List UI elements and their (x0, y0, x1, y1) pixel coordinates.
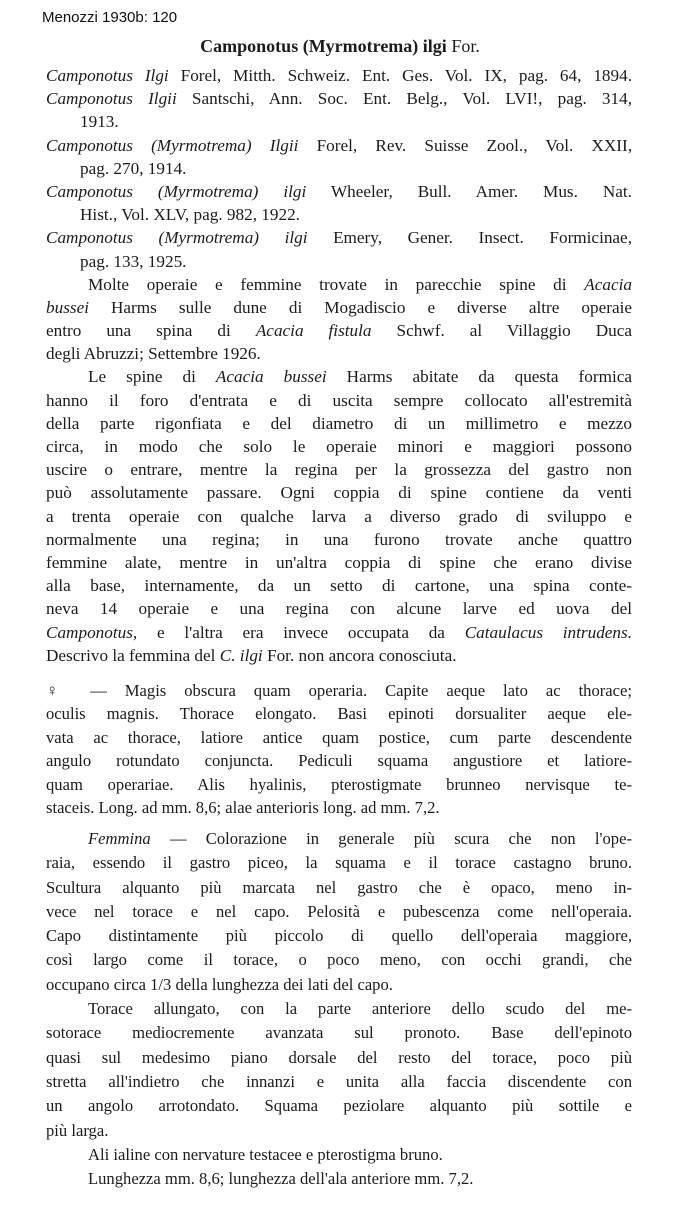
paragraph-line: Camponotus, e l'altra era invece occupata da Cataulacus intrudens. (46, 622, 633, 642)
description-line: stretta all'indietro che innanzi e unita alla faccia discendente con (46, 1071, 632, 1091)
latin-line: quam operariae. Alis hyalinis, pterostigmate brunneo nervisque te- (46, 774, 632, 794)
synonymy-line: Camponotus Ilgii Santschi, Ann. Soc. Ent. Belg., Vol. LVI!, pag. 314, (46, 89, 632, 109)
synonymy-line: Camponotus (Myrmotrema) ilgi Wheeler, Bull. Amer. Mus. Nat. (46, 181, 632, 201)
synonymy-line: 1913. (80, 112, 119, 132)
paragraph-line: Descrivo la femmina del C. ilgi For. non ancora conosciuta. (46, 645, 457, 665)
synonymy-line: pag. 133, 1925. (80, 251, 187, 271)
description-line: così largo come il torace, o poco meno, con occhi grandi, che (46, 950, 632, 970)
description-line: più larga. (46, 1120, 109, 1140)
latin-line: staceis. Long. ad mm. 8,6; alae anterioris long. ad mm. 7,2. (46, 797, 440, 817)
paragraph-line: neva 14 operaie e una regina con alcune larve ed uova del (46, 599, 632, 619)
description-line: Femmina — Colorazione in generale più scura che non l'ope- (88, 829, 632, 848)
description-line: quasi sul medesimo piano dorsale del resto del torace, poco più (46, 1047, 632, 1067)
italian-description (46, 827, 632, 1191)
paragraph-line: a trenta operaie con qualche larva a diverso grado di sviluppo e (46, 506, 632, 526)
latin-line: oculis magnis. Thorace elongato. Basi epinoti dorsualiter aeque ele- (46, 704, 632, 724)
paragraph-line: bussei Harms sulle dune di Mogadiscio e diverse altre operaie (46, 297, 632, 317)
paragraph-line: circa, in modo che solo le operaie minori e maggiori possono (46, 437, 632, 456)
description-line: vece nel torace e nel capo. Pelosità e pubescenza come nell'operaia. (46, 901, 632, 921)
species-author: For. (451, 36, 480, 56)
paragraph-line: degli Abruzzi; Settembre 1926. (46, 344, 261, 364)
paragraph-line: normalmente una regina; in una furono trovate anche quattro (46, 529, 632, 549)
latin-line: angulo rotundato conjuncta. Pediculi squama angustiore et latiore- (46, 751, 632, 771)
main-text (46, 64, 632, 667)
paragraph-line: entro una spina di Acacia fistula Schwf. al Villaggio Duca (46, 321, 632, 341)
synonymy-line: Camponotus (Myrmotrema) ilgi Emery, Gener. Insect. Formicinae, (46, 228, 632, 248)
latin-line: vata ac thorace, latiore antice quam postice, cum parte descendente (46, 727, 632, 747)
paragraph-line: della parte rigonfiata e del diametro di un millimetro e mezzo (46, 413, 632, 433)
description-line: Ali ialine con nervature testacee e pterostigma bruno. (88, 1144, 443, 1164)
description-line: sotorace mediocremente avanzata sul pronoto. Base dell'epinoto (46, 1023, 632, 1043)
latin-line: ♀ — Magis obscura quam operaria. Capite aeque lato ac thorace; (46, 681, 632, 700)
description-line: Lunghezza mm. 8,6; lunghezza dell'ala anteriore mm. 7,2. (88, 1169, 474, 1189)
paragraph-line: femmine alate, mentre in un'altra coppia di spine che erano divise (46, 552, 632, 572)
description-line: Capo distintamente più piccolo di quello dell'operaia maggiore, (46, 926, 632, 946)
description-line: un angolo arrotondato. Squama peziolare alquanto più sottile e (46, 1096, 632, 1116)
description-line: Scultura alquanto più marcata nel gastro che è opaco, meno in- (46, 877, 632, 897)
synonymy-line: Camponotus (Myrmotrema) Ilgii Forel, Rev. Suisse Zool., Vol. XXII, (46, 135, 633, 155)
description-line: raia, essendo il gastro piceo, la squama e il torace castagno bruno. (46, 853, 632, 873)
synonymy-line: pag. 270, 1914. (80, 158, 187, 178)
paragraph-line: hanno il foro d'entrata e di uscita sempre collocato all'estremità (46, 390, 632, 410)
paragraph-line: Le spine di Acacia bussei Harms abitate da questa formica (88, 367, 632, 387)
species-name: Camponotus (Myrmotrema) ilgi (200, 36, 447, 56)
paragraph-line: uscire o entrare, mentre la regina per la grossezza del gastro non (46, 460, 632, 480)
paragraph-line: può assolutamente passare. Ogni coppia di spine contiene da venti (46, 483, 632, 503)
page-header-label: Menozzi 1930b: 120 (42, 9, 178, 26)
synonymy-line: Camponotus Ilgi Forel, Mitth. Schweiz. Ent. Ges. Vol. IX, pag. 64, 1894. (46, 66, 633, 85)
species-title (0, 36, 680, 57)
synonymy-line: Hist., Vol. XLV, pag. 982, 1922. (80, 205, 300, 225)
description-line: Torace allungato, con la parte anteriore dello scudo del me- (88, 999, 632, 1019)
paragraph-line: alla base, internamente, da un setto di cartone, una spina conte- (46, 576, 632, 596)
latin-description (46, 679, 632, 819)
paragraph-line: Molte operaie e femmine trovate in parecchie spine di Acacia (88, 274, 632, 294)
description-line: occupano circa 1/3 della lunghezza dei lati del capo. (46, 974, 393, 994)
